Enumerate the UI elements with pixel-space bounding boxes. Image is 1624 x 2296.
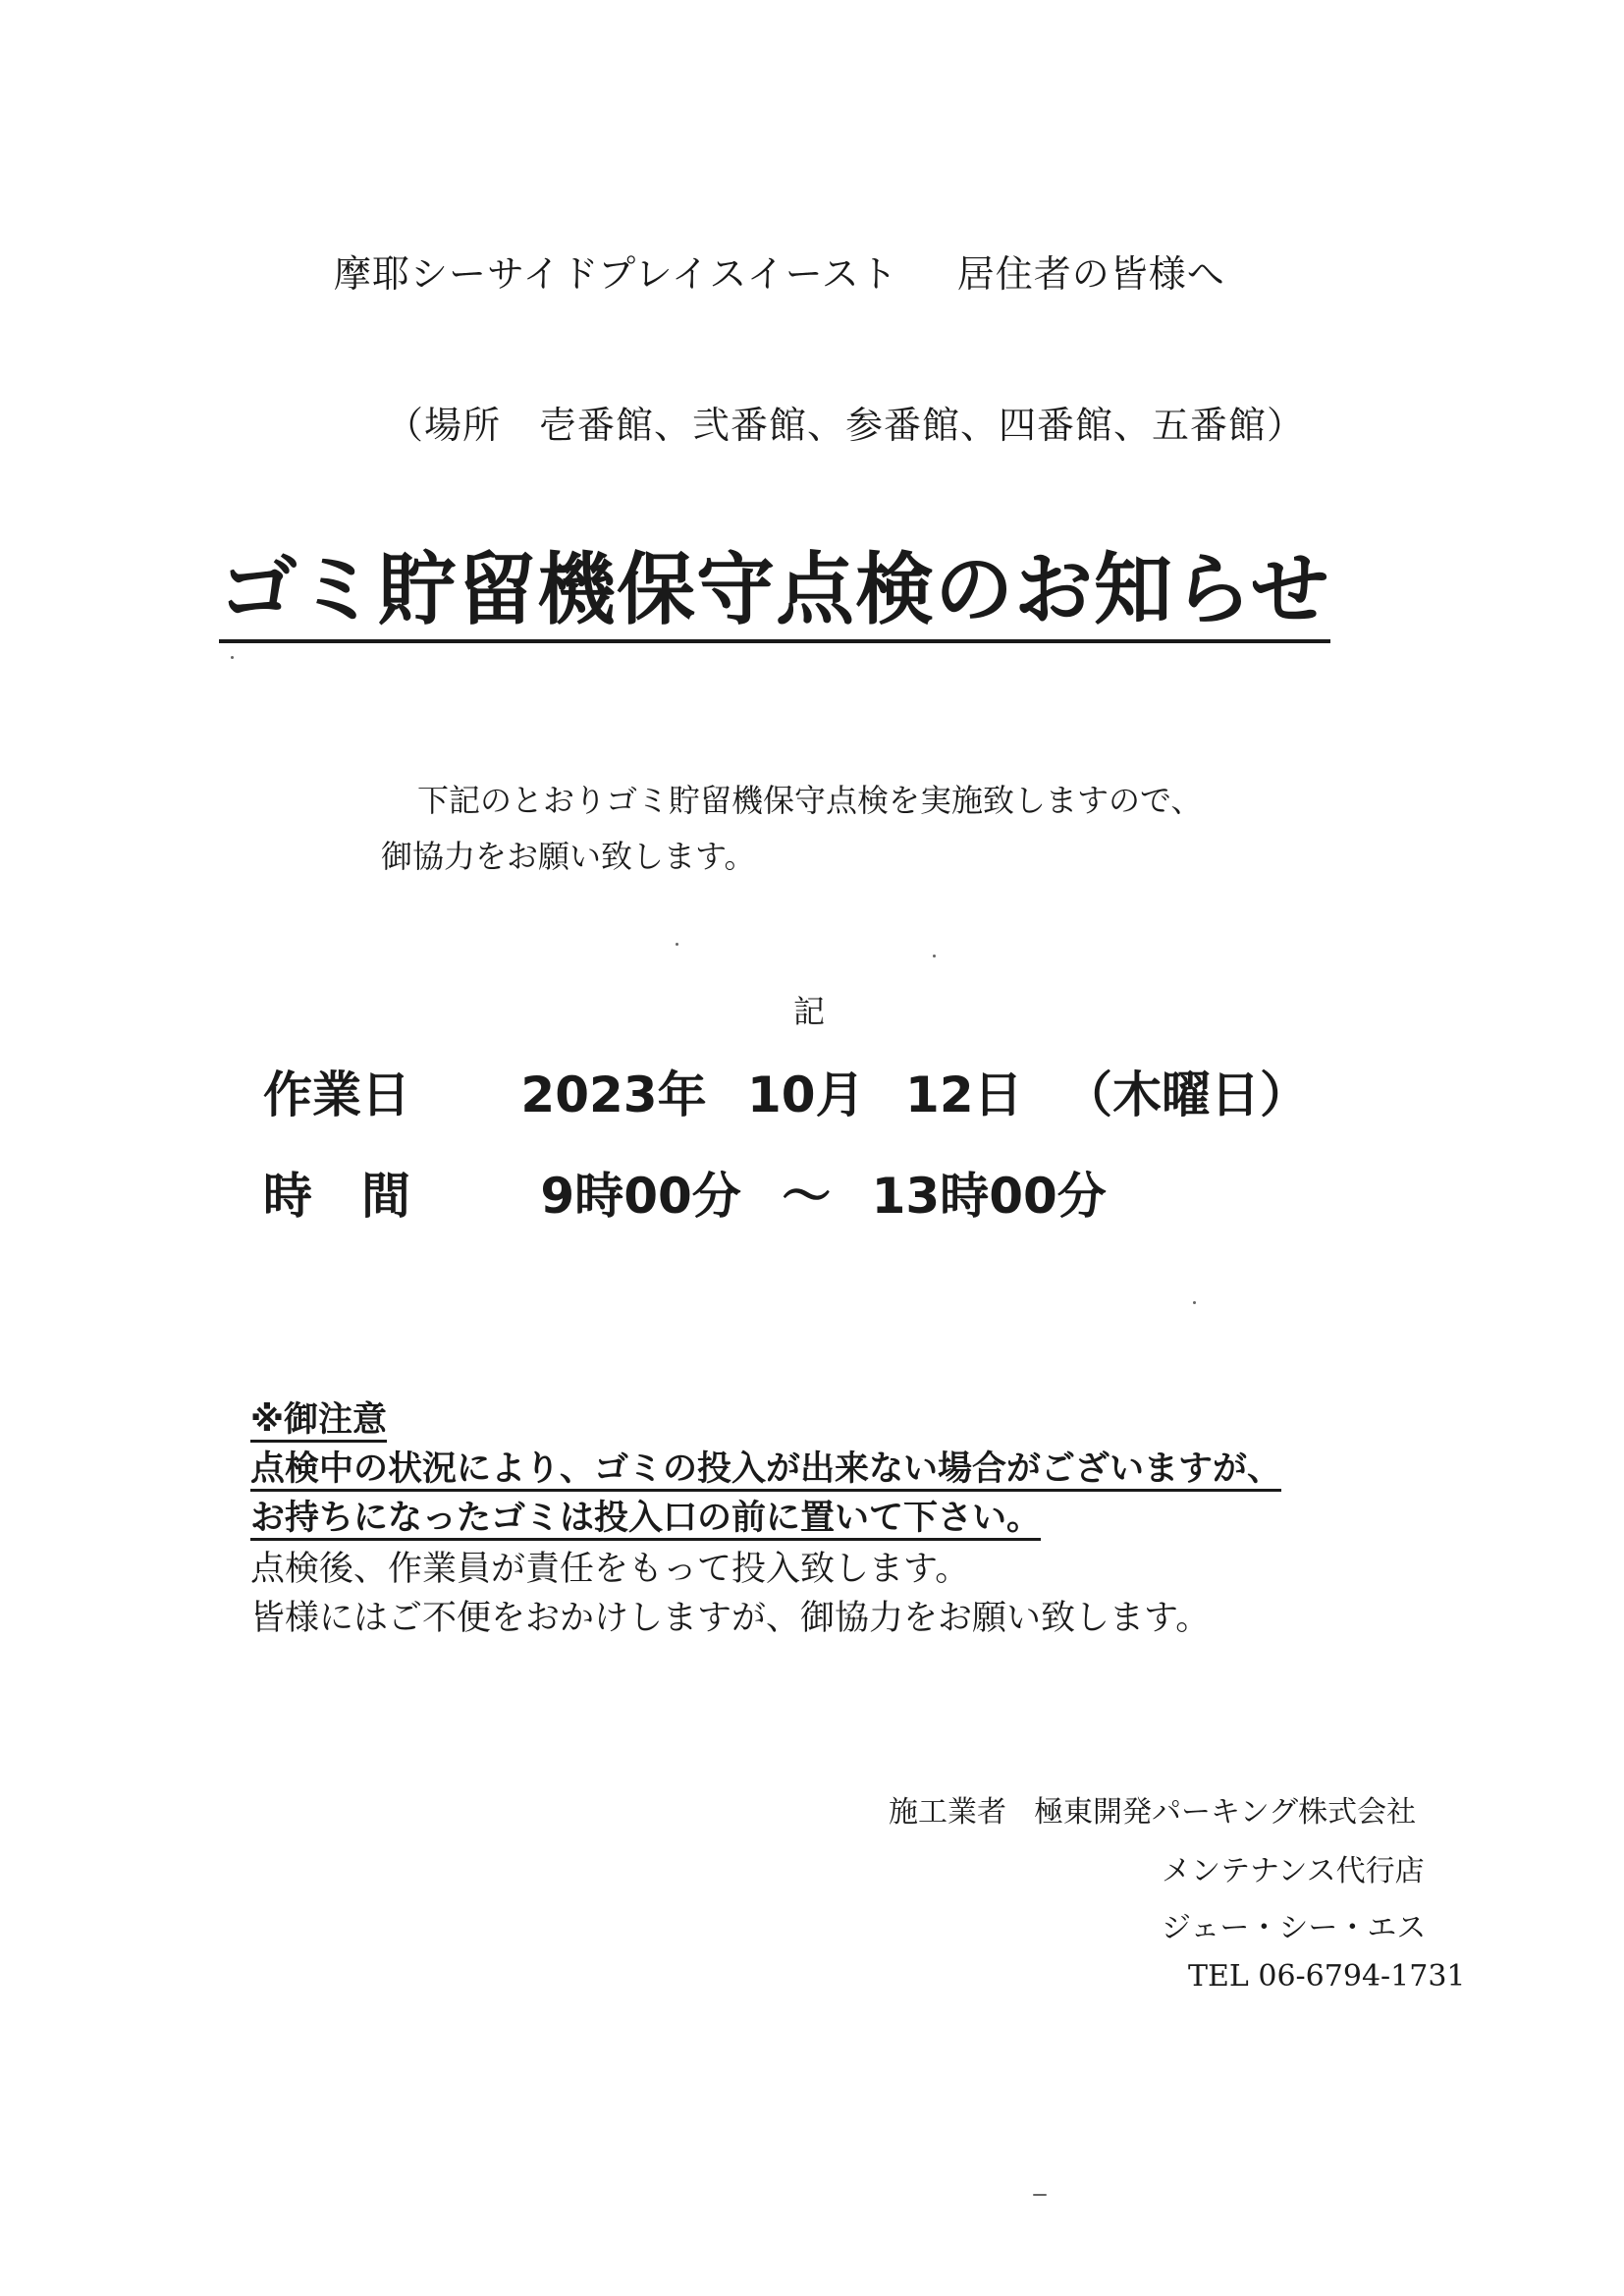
ki-mark: 記 xyxy=(793,993,826,1030)
contractor-line xyxy=(889,1787,1416,1831)
scan-speck xyxy=(933,955,936,957)
location-line: （場所 壱番館、弐番館、参番館、四番館、五番館） xyxy=(386,404,1306,447)
scan-speck xyxy=(1193,1301,1196,1304)
work-date-weekday: （木曜日） xyxy=(1063,1066,1310,1123)
caution-line-2: お持ちになったゴミは投入口の前に置いて下さい。 xyxy=(250,1493,1380,1545)
work-date-label: 作業日 xyxy=(263,1066,410,1123)
work-date-day: 12日 xyxy=(905,1066,1023,1123)
work-time-start: 9時00分 xyxy=(540,1168,741,1225)
caution-line-1: 点検中の状況により、ゴミの投入が出来ない場合がございますが、 xyxy=(250,1444,1380,1496)
caution-line-3: 点検後、作業員が責任をもって投入致します。 xyxy=(250,1550,970,1589)
work-date-month: 10月 xyxy=(747,1066,865,1123)
contractor-tel: TEL 06-6794-1731 xyxy=(1188,1959,1466,1994)
intro-line-1: 下記のとおりゴミ貯留機保守点検を実施致しますので、 xyxy=(417,782,1203,819)
work-time-label: 時 間 xyxy=(263,1168,410,1225)
scan-speck xyxy=(676,943,678,946)
caution-heading: ※御注意 xyxy=(250,1394,1380,1447)
work-time-tilde: ～ xyxy=(782,1168,832,1225)
contractor-company: 極東開発パーキング株式会社 xyxy=(1034,1795,1417,1830)
scan-speck xyxy=(1033,2194,1047,2196)
caution-line-4: 皆様にはご不便をおかけしますが、御協力をお願い致します。 xyxy=(250,1599,1211,1638)
addressee-line xyxy=(334,244,1225,298)
contractor-agent: メンテナンス代行店 xyxy=(1162,1854,1425,1888)
intro-line-2: 御協力をお願い致します。 xyxy=(381,838,756,875)
recipients: 居住者の皆様へ xyxy=(956,252,1225,296)
work-date-row xyxy=(263,1056,1309,1126)
contractor-role: 施工業者 xyxy=(889,1795,1006,1830)
scan-speck xyxy=(231,656,234,659)
building-name: 摩耶シーサイドプレイスイースト xyxy=(334,252,898,296)
work-date-year: 2023年 xyxy=(520,1066,707,1123)
work-time-row xyxy=(263,1157,1107,1228)
contractor-name: ジェー・シー・エス xyxy=(1162,1911,1427,1945)
page-title: ゴミ貯留機保守点検のお知らせ xyxy=(219,545,1330,643)
work-time-end: 13時00分 xyxy=(871,1168,1107,1225)
